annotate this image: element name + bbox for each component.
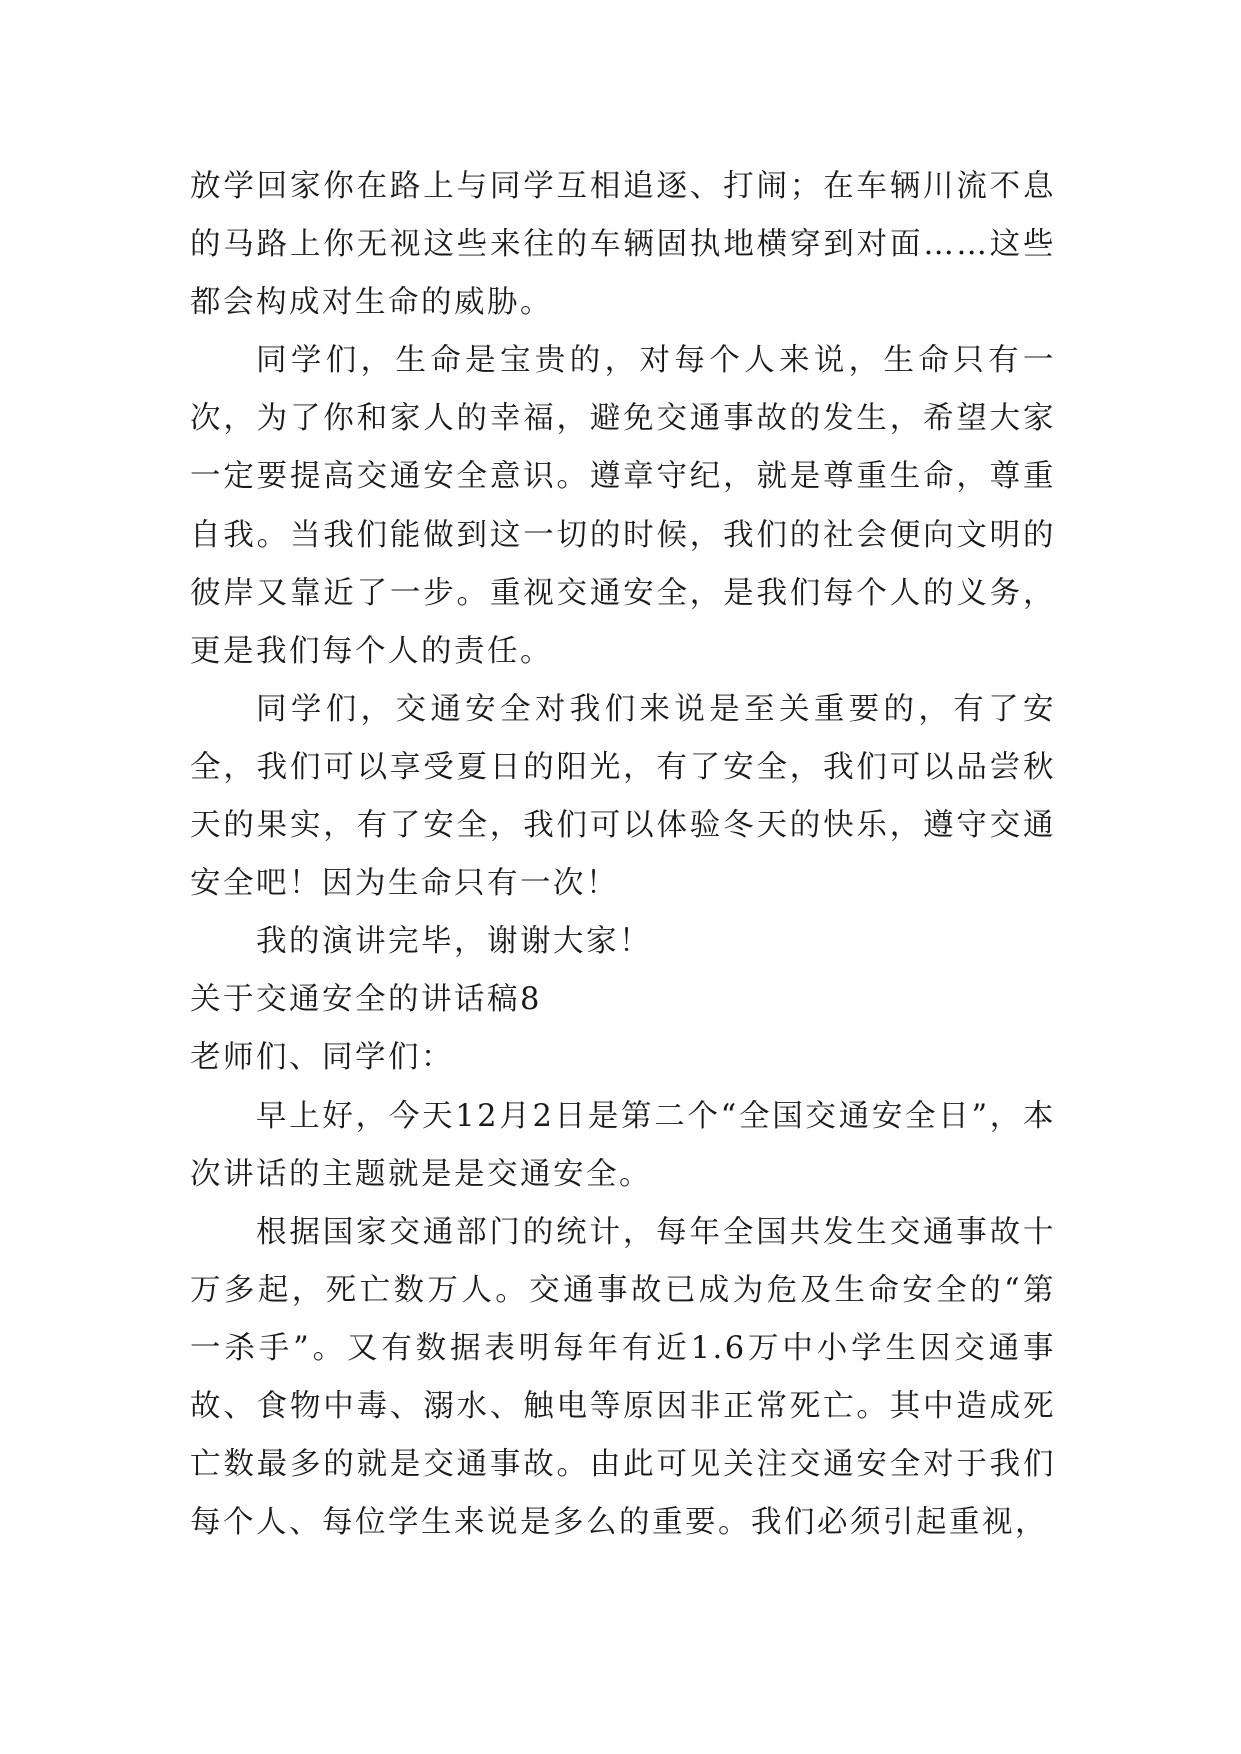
paragraph-life-precious: 同学们，生命是宝贵的，对每个人来说，生命只有一次，为了你和家人的幸福，避免交通事故的发生，希望大家一定要提高交通安全意识。遵章守纪，就是尊重生命，尊重自我。当我们能做到这一切的时候，我们的社会便向文明的彼岸又靠近了一步。重视交通安全，是我们每个人的义务，更是我们每个人的责任。: [190, 343, 1056, 669]
paragraph-statistics: 根据国家交通部门的统计，每年全国共发生交通事故十万多起，死亡数万人。交通事故已成为危及生命安全的“第一杀手”。又有数据表明每年有近1.6万中小学生因交通事故、食物中毒、溺水、触电等原因非正常死亡。其中造成死亡数最多的就是交通事故。由此可见关注交通安全对于我们每个人、每位学生来说是多么的重要。我们必须引起重视，: [190, 1214, 1056, 1541]
section-heading: 关于交通安全的讲话稿8: [190, 982, 542, 1018]
salutation: 老师们、同学们：: [190, 1040, 454, 1076]
paragraph-safety-importance: 同学们，交通安全对我们来说是至关重要的，有了安全，我们可以享受夏日的阳光，有了安全，我们可以品尝秋天的果实，有了安全，我们可以体验冬天的快乐，遵守交通安全吧！因为生命只有一次！: [190, 691, 1056, 902]
paragraph-intro-dangers: 放学回家你在路上与同学互相追逐、打闹；在车辆川流不息的马路上你无视这些来往的车辆固执地横穿到对面……这些都会构成对生命的威胁。: [190, 169, 1056, 321]
paragraph-greeting-theme: 早上好，今天12月2日是第二个“全国交通安全日”，本次讲话的主题就是是交通安全。: [190, 1098, 1056, 1192]
document-body: [190, 158, 1056, 1552]
paragraph-closing-thanks: 我的演讲完毕，谢谢大家！: [256, 924, 652, 960]
